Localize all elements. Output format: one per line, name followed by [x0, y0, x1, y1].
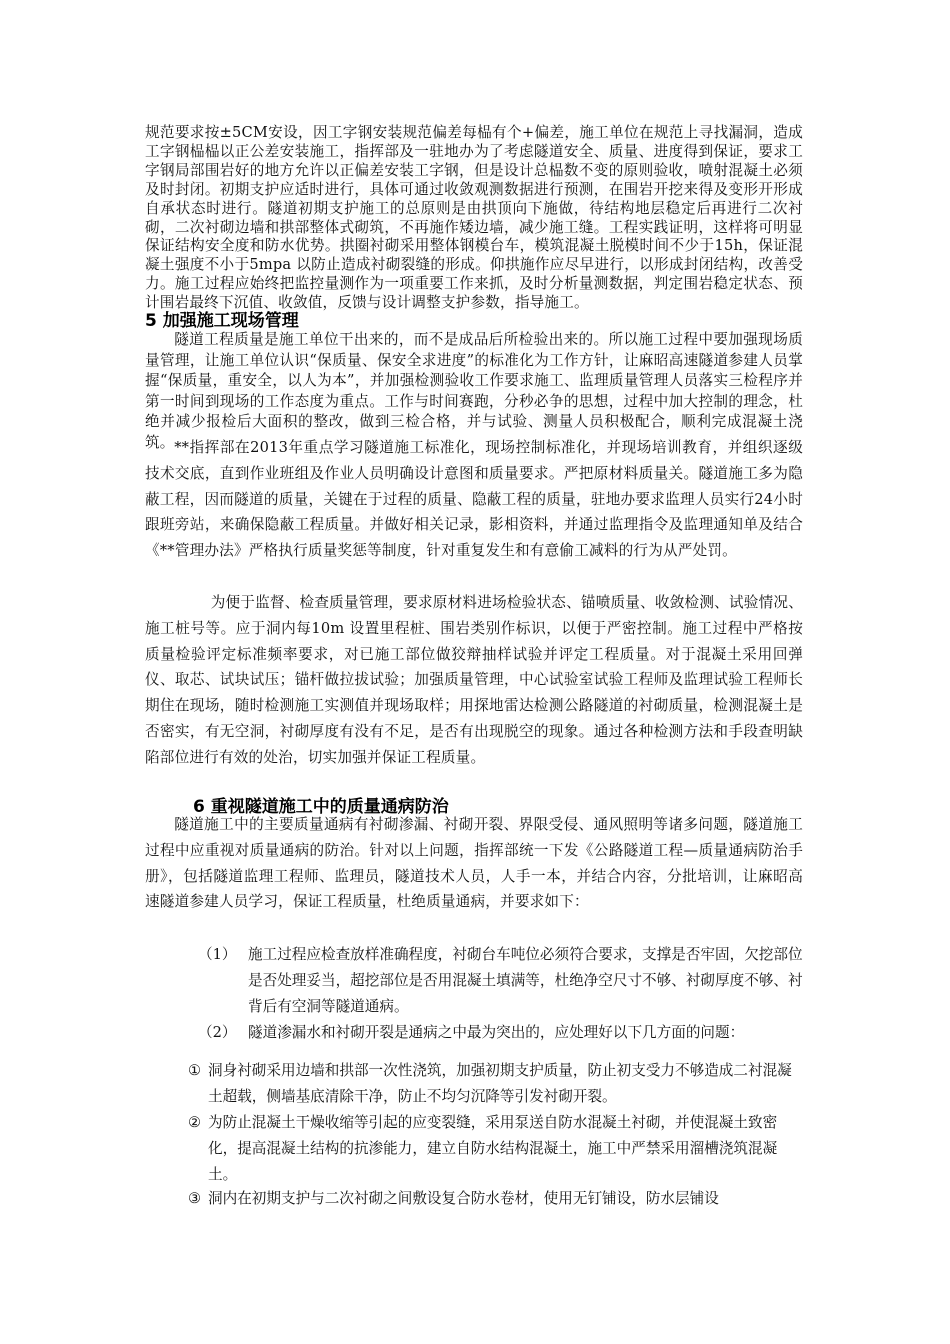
item-1-text: 施工过程应检查放样准确程度，衬砌台车吨位必须符合要求，支撑是否牢固，欠挖部位是否处理妥当，超挖部位是否用混凝土填满等，杜绝净空尺寸不够、衬砌厚度不够、衬背后有空洞等隧道通病。	[248, 946, 803, 1015]
item-2-number: （2）	[198, 1024, 237, 1041]
section-5-paragraph-3: 为便于监督、检查质量管理，要求原材料进场检验状态、锚喷质量、收敛检测、试验情况、施工桩号等。应于洞内每10m 设置里程桩、围岩类别作标识，以便于严密控制。施工过程中严格按质量检验评定标准频率要求，对已施工部位做狡辩抽样试验并评定工程质量。对于混凝土采用回弹仪、取芯、试块试压；锚杆做拉拔试验；加强质量管理，中心试验室试验工程师及监理试验工程师长期住在现场，随时检测施工实测值并现场取样；用探地雷达检测公路隧道的衬砌质量，检测混凝土是否密实，有无空洞，衬砌厚度有没有不足，是否有出现脱空的现象。通过各种检测方法和手段查明缺陷部位进行有效的处治，切实加强并保证工程质量。	[145, 594, 803, 766]
section-5-heading: 5 加强施工现场管理	[145, 311, 299, 331]
subitem-3-number: ③	[188, 1190, 202, 1207]
intro-paragraph: 规范要求按±5CM安设，因工字钢安装规范偏差每榀有个+偏差，施工单位在规范上寻找漏洞，造成工字钢榀榀以正公差安装施工，指挥部及一驻地办为了考虑隧道安全、质量、进度得到保证，要求工字钢局部围岩好的地方允许以正偏差安装工字钢，但是设计总榀数不变的原则验收，喷射混凝土必须及时封闭。初期支护应适时进行，具体可通过收敛观测数据进行预测，在围岩开挖来得及变形开形成自承状态时进行。隧道初期支护施工的总原则是由拱顶向下施做，待结构地层稳定后再进行二次衬砌，二次衬砌边墙和拱部整体式砌筑，不再施作矮边墙，减少施工缝。工程实践证明，这样将可明显保证结构安全度和防水优势。拱圈衬砌采用整体钢模台车，模筑混凝土脱模时间不少于15h，保证混凝土强度不小于5mpa 以防止造成衬砌裂缝的形成。仰拱施作应尽早进行，以形成封闭结构，改善受力。施工过程应始终把监控量测作为一项重要工作来抓，及时分析量测数据，判定围岩稳定状态、预计围岩最终下沉值、收敛值，反馈与设计调整支护参数，指导施工。	[145, 124, 803, 312]
item-1-number: （1）	[198, 946, 237, 963]
subitem-1-text: 洞身衬砌采用边墙和拱部一次性浇筑，加强初期支护质量，防止初支受力不够造成二衬混凝土超载，侧墙基底清除干净，防止不均匀沉降等引发衬砌开裂。	[208, 1062, 792, 1105]
subitem-3-text: 洞内在初期支护与二次衬砌之间敷设复合防水卷材，使用无钉铺设，防水层铺设	[208, 1190, 719, 1207]
subitem-1-number: ①	[188, 1062, 202, 1079]
section-6-heading: 6 重视隧道施工中的质量通病防治	[193, 797, 449, 817]
item-2-text: 隧道渗漏水和衬砌开裂是通病之中最为突出的，应处理好以下几方面的问题：	[248, 1024, 745, 1041]
section-5-paragraph-1: 隧道工程质量是施工单位干出来的，而不是成品后所检验出来的。所以施工过程中要加强现场质量管理，让施工单位认识“保质量、保安全求进度”的标准化为工作方针，让麻昭高速隧道参建人员掌握“保质量，重安全，以人为本”，并加强检测验收工作要求施工、监理质量管理人员落实三检程序并第一时间到现场的工作态度为重点。工作与时间赛跑，分秒必争的思想，过程中加大控制的理念，杜绝并减少报检后大面积的整改，做到三检合格，并与试验、测量人员积极配合，顺利完成混凝土浇筑。	[145, 331, 803, 451]
subitem-2-number: ②	[188, 1114, 202, 1131]
section-6-paragraph-1: 隧道施工中的主要质量通病有衬砌渗漏、衬砌开裂、界限受侵、通风照明等诸多问题，隧道施工过程中应重视对质量通病的防治。针对以上问题，指挥部统一下发《公路隧道工程—质量通病防治手册》，包括隧道监理工程师、监理员，隧道技术人员，人手一本，并结合内容，分批培训，让麻昭高速隧道参建人员学习，保证工程质量，杜绝质量通病，并要求如下：	[145, 816, 803, 911]
section-5-paragraph-2: **指挥部在2013年重点学习隧道施工标准化，现场控制标准化，并现场培训教育，并组织逐级技术交底，直到作业班组及作业人员明确设计意图和质量要求。严把原材料质量关。隧道施工多为隐蔽工程，因而隧道的质量，关键在于过程的质量、隐蔽工程的质量，驻地办要求监理人员实行24小时跟班旁站，来确保隐蔽工程质量。并做好相关记录，影相资料，并通过监理指令及监理通知单及结合《**管理办法》严格执行质量奖惩等制度，针对重复发生和有意偷工减料的行为从严处罚。	[145, 439, 803, 560]
subitem-2-text: 为防止混凝土干燥收缩等引起的应变裂缝，采用泵送自防水混凝土衬砌，并使混凝土致密化，提高混凝土结构的抗渗能力，建立自防水结构混凝土，施工中严禁采用溜槽浇筑混凝土。	[208, 1114, 778, 1183]
